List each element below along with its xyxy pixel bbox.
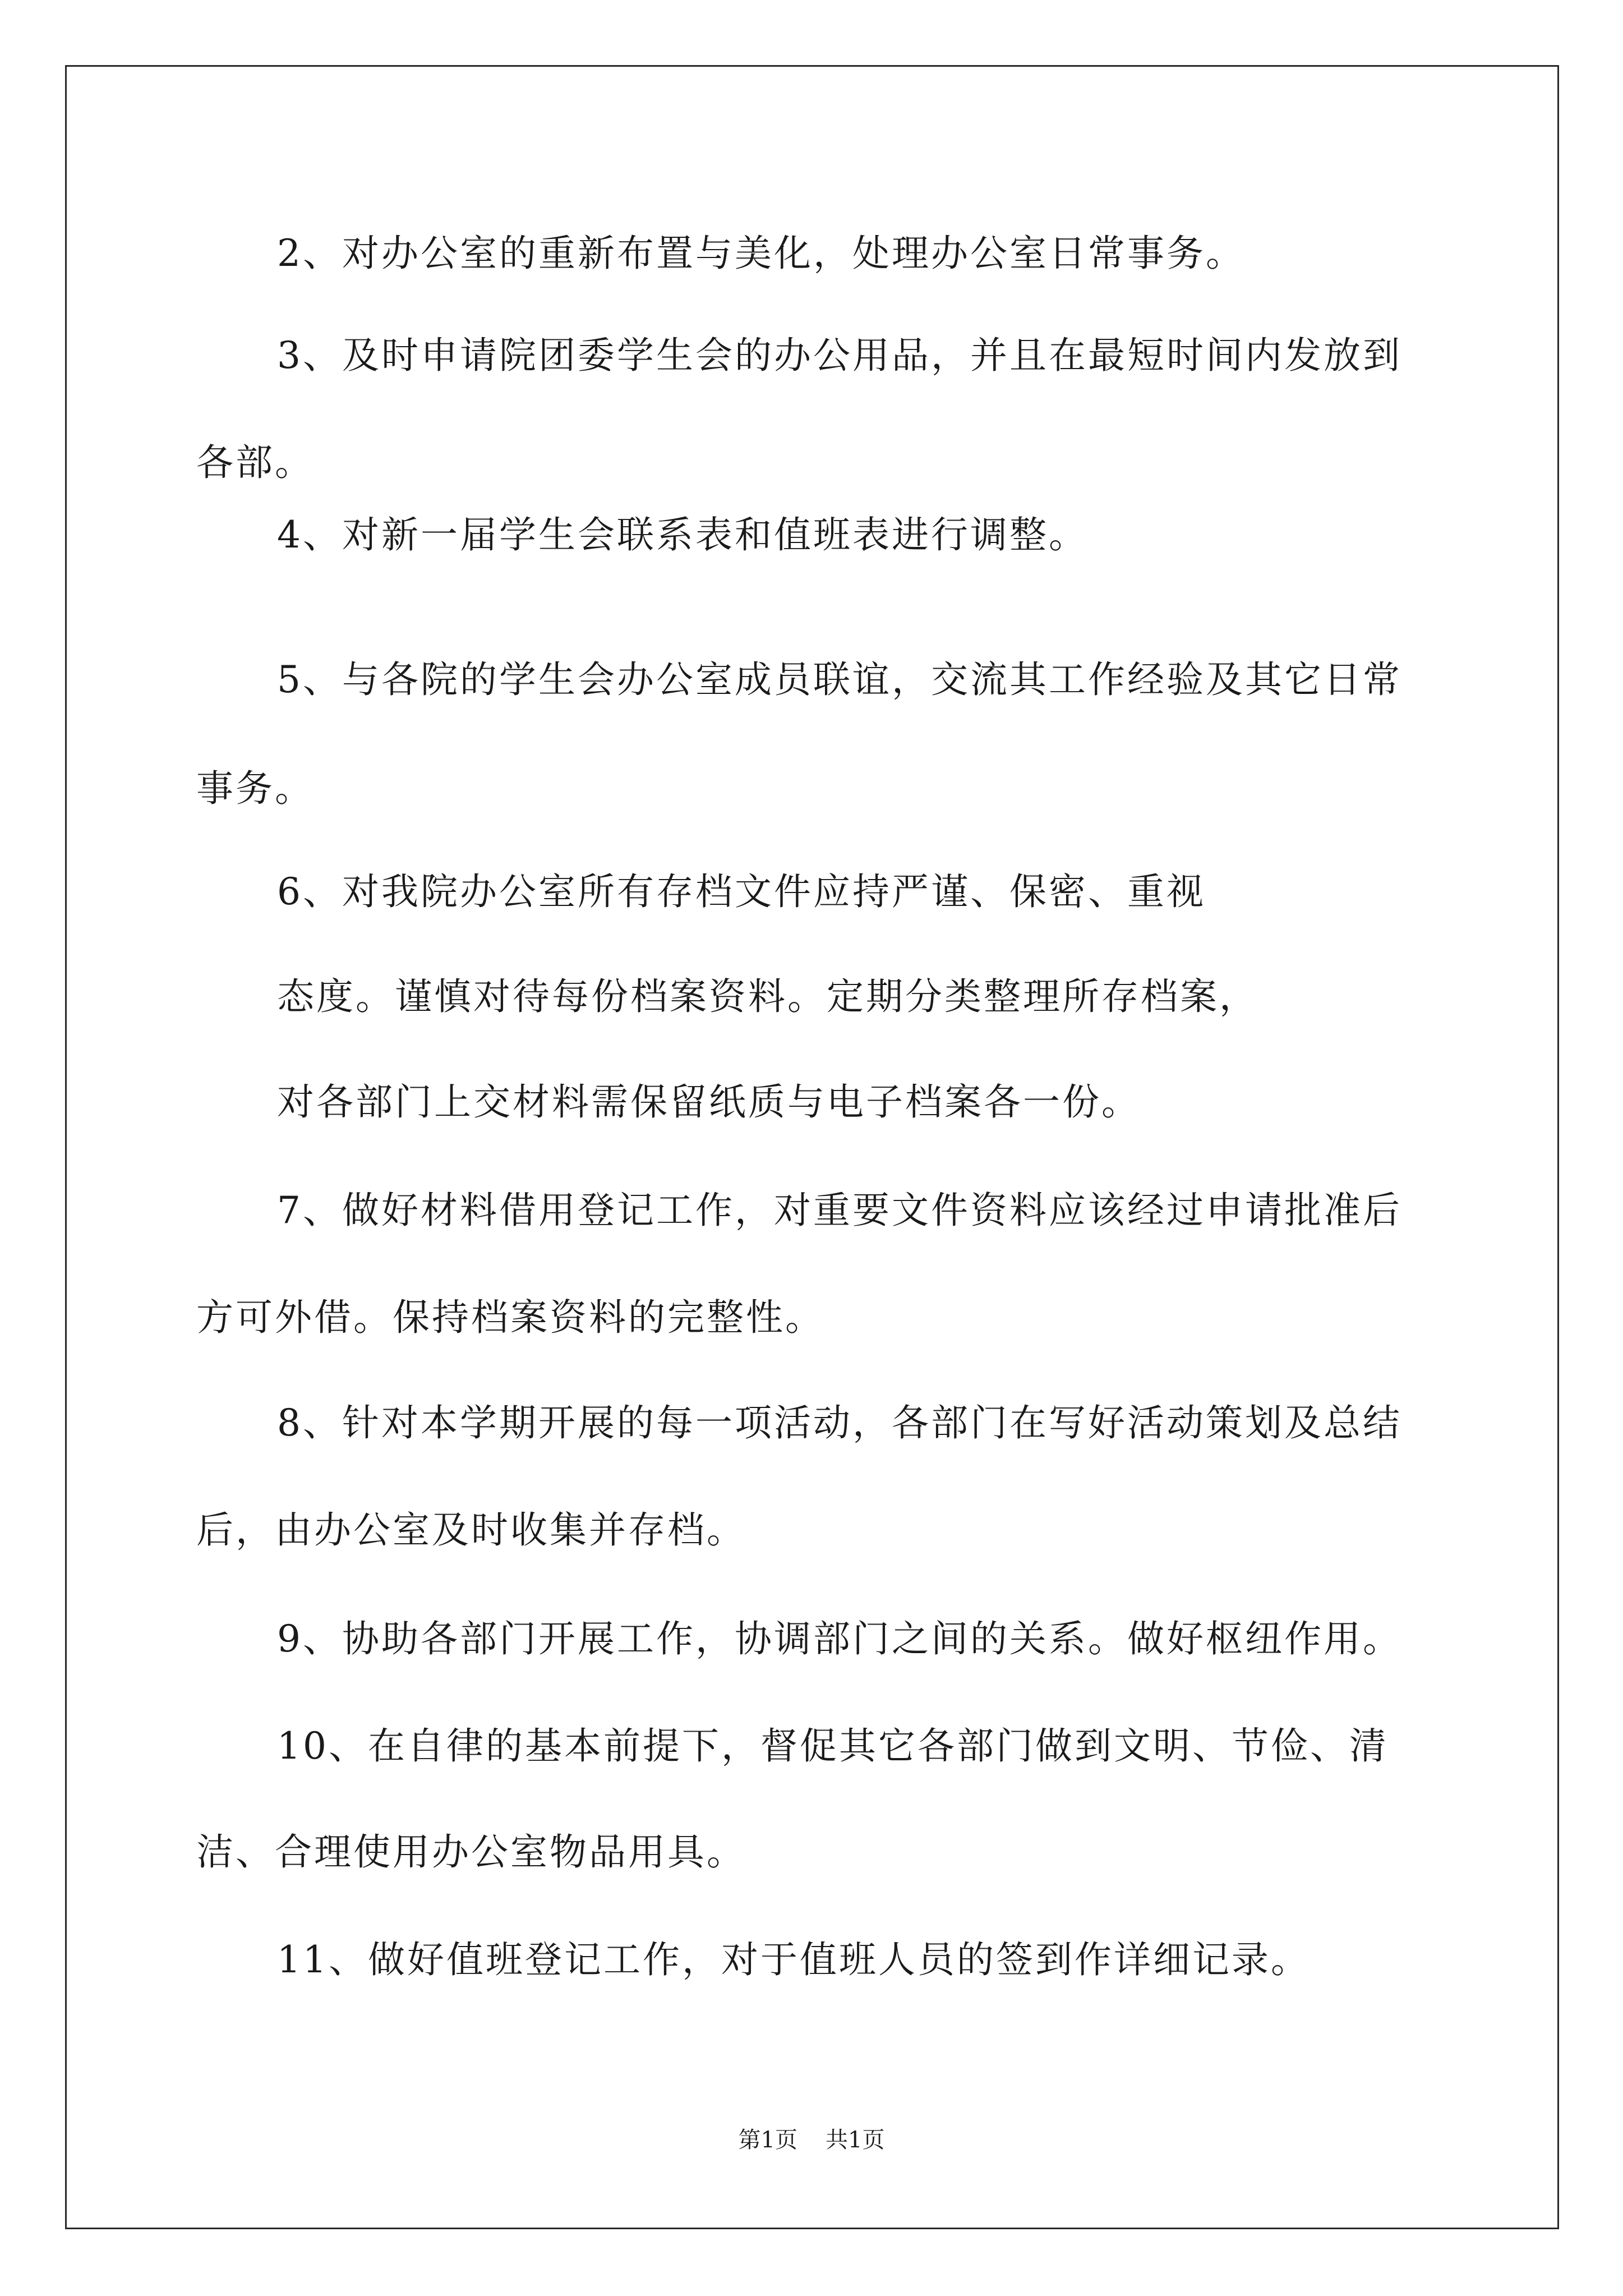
paragraph-6-line-3: 对各部门上交材料需保留纸质与电子档案各一份。: [277, 1080, 1141, 1124]
page-number: 第1页: [738, 2127, 797, 2153]
page-total: 共1页: [826, 2127, 885, 2153]
paragraph-7-line-1: 7、做好材料借用登记工作，对重要文件资料应该经过申请批准后: [277, 1189, 1402, 1232]
page-footer: [0, 2126, 1623, 2154]
paragraph-3-line-2: 各部。: [196, 441, 314, 484]
paragraph-5-line-1: 5、与各院的学生会办公室成员联谊，交流其工作经验及其它日常: [277, 658, 1402, 701]
paragraph-8-line-2: 后，由办公室及时收集并存档。: [196, 1508, 746, 1552]
paragraph-6-line-1: 6、对我院办公室所有存档文件应持严谨、保密、重视: [277, 870, 1206, 913]
paragraph-7-line-2: 方可外借。保持档案资料的完整性。: [196, 1296, 824, 1339]
paragraph-4: 4、对新一届学生会联系表和值班表进行调整。: [277, 513, 1088, 556]
paragraph-10-line-1: 10、在自律的基本前提下，督促其它各部门做到文明、节俭、清: [277, 1724, 1389, 1768]
paragraph-2: 2、对办公室的重新布置与美化，处理办公室日常事务。: [277, 232, 1245, 275]
paragraph-8-line-1: 8、针对本学期开展的每一项活动，各部门在写好活动策划及总结: [277, 1401, 1402, 1444]
paragraph-6-line-2: 态度。谨慎对待每份档案资料。定期分类整理所存档案，: [277, 975, 1258, 1018]
paragraph-5-line-2: 事务。: [196, 767, 314, 810]
paragraph-11: 11、做好值班登记工作，对于值班人员的签到作详细记录。: [277, 1938, 1310, 1981]
paragraph-3-line-1: 3、及时申请院团委学生会的办公用品，并且在最短时间内发放到: [277, 334, 1402, 377]
paragraph-9: 9、协助各部门开展工作，协调部门之间的关系。做好枢纽作用。: [277, 1617, 1402, 1660]
paragraph-10-line-2: 洁、合理使用办公室物品用具。: [196, 1830, 746, 1874]
